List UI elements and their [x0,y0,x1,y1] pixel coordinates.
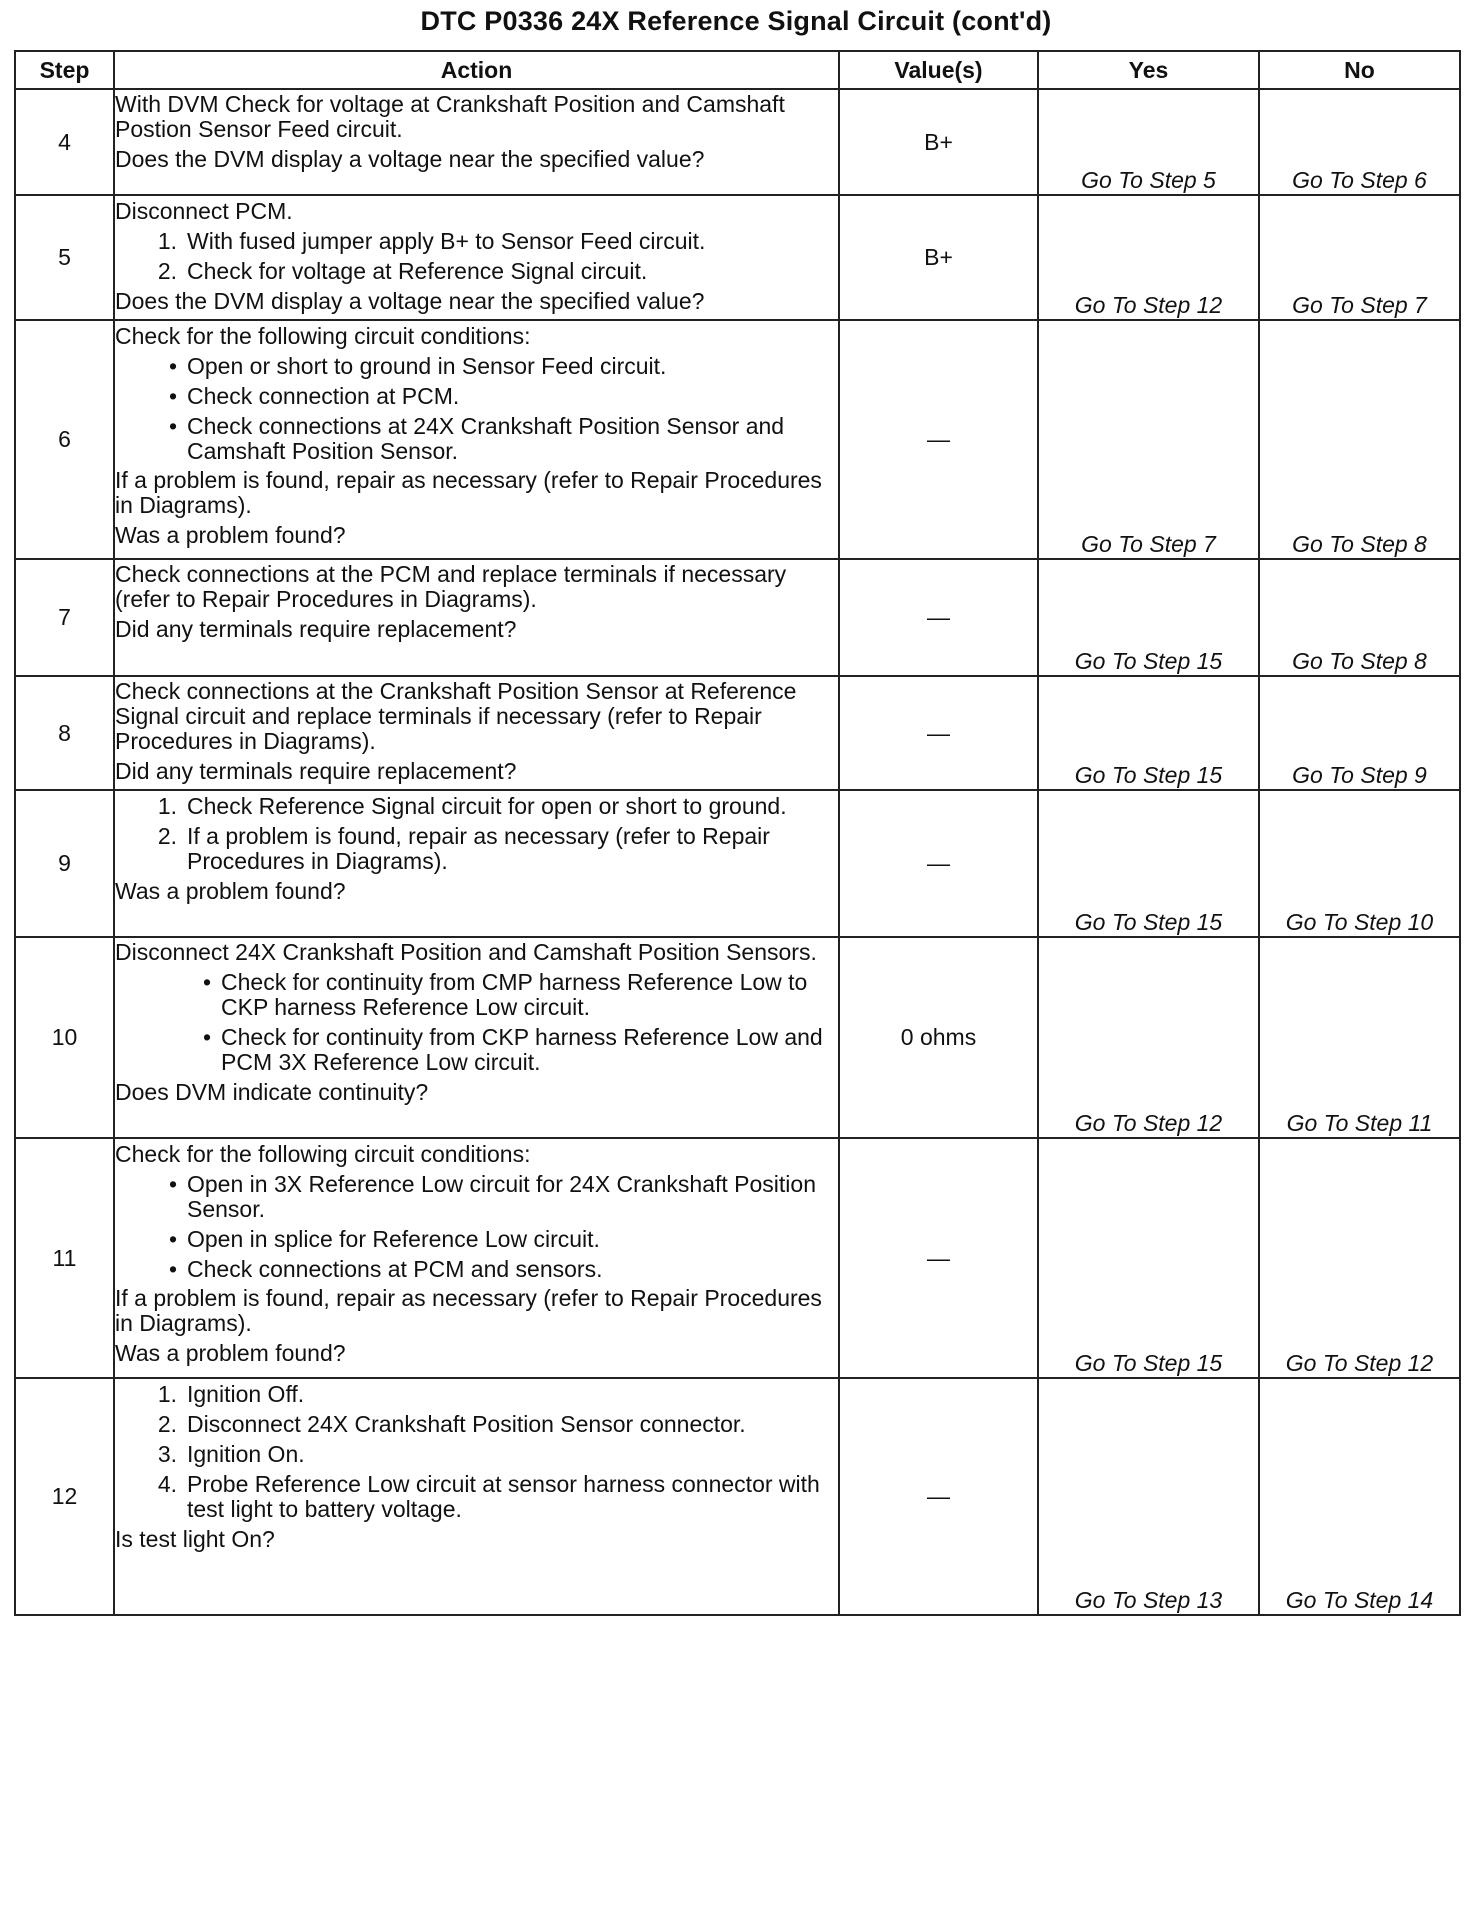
yes-cell: Go To Step 12 [1038,937,1259,1138]
bullet-item [115,1022,838,1077]
action-text: Check for the following circuit conditions: [115,1141,531,1167]
item-text: Probe Reference Low circuit at sensor harness connector with test light to battery voltage. [187,1471,820,1522]
bullet-icon: • [168,413,177,439]
action-text: Disconnect 24X Crankshaft Position and Camshaft Position Sensors. [115,939,817,965]
table-row [15,790,1460,937]
step-marker: 1. [157,793,177,819]
bullet-item [115,1254,838,1284]
no-cell: Go To Step 10 [1259,790,1460,937]
step-number: 12 [15,1378,114,1615]
action-text: If a problem is found, repair as necessary (refer to Repair Procedures in Diagrams). [115,467,822,518]
action-question: Is test light On? [115,1526,275,1552]
action-question: Was a problem found? [115,878,346,904]
action-cell [114,559,839,676]
numbered-step [115,226,838,256]
action-cell [114,790,839,937]
yes-cell: Go To Step 15 [1038,559,1259,676]
step-marker: 4. [157,1471,177,1497]
table-row [15,89,1460,195]
item-text: Check for continuity from CKP harness Reference Low and PCM 3X Reference Low circuit. [221,1024,823,1075]
action-text: Check connections at the Crankshaft Position Sensor at Reference Signal circuit and replace terminals if necessary (refer to Repair Procedures in Diagrams). [115,678,797,754]
action-cell [114,1378,839,1615]
item-text: Check connection at PCM. [187,383,460,409]
action-question: Did any terminals require replacement? [115,616,517,642]
value-cell: — [839,1138,1038,1378]
table-row [15,937,1460,1138]
no-cell: Go To Step 11 [1259,937,1460,1138]
action-text: Disconnect PCM. [115,198,293,224]
numbered-step [115,1439,838,1469]
no-cell: Go To Step 6 [1259,89,1460,195]
diagnostic-table [14,50,1461,1616]
value-cell: — [839,559,1038,676]
yes-cell: Go To Step 15 [1038,790,1259,937]
no-cell: Go To Step 9 [1259,676,1460,790]
action-question: Was a problem found? [115,1340,346,1366]
header-row [15,51,1460,89]
header-step: Step [15,51,114,89]
bullet-icon: • [168,1226,177,1252]
header-values: Value(s) [839,51,1038,89]
numbered-step [115,1409,838,1439]
page-title: DTC P0336 24X Reference Signal Circuit (cont'd) [420,6,1052,36]
bullet-item [115,967,838,1022]
bullet-icon: • [168,353,177,379]
value-cell: B+ [839,195,1038,320]
step-number: 11 [15,1138,114,1378]
action-question: Did any terminals require replacement? [115,758,517,784]
step-marker: 2. [157,823,177,849]
yes-cell: Go To Step 7 [1038,320,1259,559]
step-number: 4 [15,89,114,195]
item-text: Disconnect 24X Crankshaft Position Sensor connector. [187,1411,746,1437]
step-marker: 3. [157,1441,177,1467]
yes-cell: Go To Step 5 [1038,89,1259,195]
step-marker: 1. [157,228,177,254]
action-cell [114,676,839,790]
item-text: Open in splice for Reference Low circuit. [187,1226,600,1252]
header-no: No [1259,51,1460,89]
yes-cell: Go To Step 15 [1038,676,1259,790]
table-row [15,1138,1460,1378]
step-number: 10 [15,937,114,1138]
table-row [15,676,1460,790]
table-row [15,195,1460,320]
item-text: Open or short to ground in Sensor Feed circuit. [187,353,667,379]
step-number: 5 [15,195,114,320]
numbered-step [115,1469,838,1524]
step-number: 8 [15,676,114,790]
action-question: Does the DVM display a voltage near the specified value? [115,288,705,314]
bullet-item [115,1224,838,1254]
bullet-icon: • [202,1024,211,1050]
step-number: 9 [15,790,114,937]
yes-cell: Go To Step 15 [1038,1138,1259,1378]
header-action: Action [114,51,839,89]
no-cell: Go To Step 14 [1259,1378,1460,1615]
no-cell: Go To Step 8 [1259,320,1460,559]
yes-cell: Go To Step 12 [1038,195,1259,320]
table-row [15,559,1460,676]
action-text: If a problem is found, repair as necessary (refer to Repair Procedures in Diagrams). [115,1285,822,1336]
bullet-icon: • [168,1171,177,1197]
value-cell: 0 ohms [839,937,1038,1138]
numbered-step [115,1379,838,1409]
action-text: With DVM Check for voltage at Crankshaft Position and Camshaft Postion Sensor Feed circuit. [115,91,785,142]
bullet-icon: • [202,969,211,995]
bullet-item [115,351,838,381]
value-cell: — [839,790,1038,937]
item-text: Ignition On. [187,1441,305,1467]
step-marker: 2. [157,258,177,284]
item-text: Check for continuity from CMP harness Reference Low to CKP harness Reference Low circuit. [221,969,808,1020]
yes-cell: Go To Step 13 [1038,1378,1259,1615]
bullet-icon: • [168,1256,177,1282]
step-number: 6 [15,320,114,559]
table-row [15,320,1460,559]
action-text: Check for the following circuit conditions: [115,323,531,349]
item-text: If a problem is found, repair as necessary (refer to Repair Procedures in Diagrams). [187,823,770,874]
item-text: Open in 3X Reference Low circuit for 24X Crankshaft Position Sensor. [187,1171,816,1222]
item-text: Check connections at 24X Crankshaft Position Sensor and Camshaft Position Sensor. [187,413,785,464]
item-text: Check Reference Signal circuit for open or short to ground. [187,793,787,819]
no-cell: Go To Step 12 [1259,1138,1460,1378]
value-cell: — [839,676,1038,790]
bullet-icon: • [168,383,177,409]
numbered-step [115,791,838,821]
value-cell: — [839,1378,1038,1615]
table-row [15,1378,1460,1615]
header-yes: Yes [1038,51,1259,89]
value-cell: B+ [839,89,1038,195]
step-marker: 1. [157,1381,177,1407]
item-text: Check for voltage at Reference Signal circuit. [187,258,648,284]
numbered-step [115,256,838,286]
action-question: Does DVM indicate continuity? [115,1079,429,1105]
action-cell [114,1138,839,1378]
bullet-item [115,381,838,411]
action-cell [114,89,839,195]
item-text: Check connections at PCM and sensors. [187,1256,603,1282]
action-cell [114,320,839,559]
value-cell: — [839,320,1038,559]
item-text: With fused jumper apply B+ to Sensor Feed circuit. [187,228,706,254]
no-cell: Go To Step 7 [1259,195,1460,320]
action-cell [114,195,839,320]
bullet-item [115,1169,838,1224]
numbered-step [115,821,838,876]
item-text: Ignition Off. [187,1381,305,1407]
step-marker: 2. [157,1411,177,1437]
action-text: Check connections at the PCM and replace terminals if necessary (refer to Repair Procedures in Diagrams). [115,561,787,612]
action-cell [114,937,839,1138]
step-number: 7 [15,559,114,676]
no-cell: Go To Step 8 [1259,559,1460,676]
action-question: Was a problem found? [115,522,346,548]
bullet-item [115,411,838,466]
action-question: Does the DVM display a voltage near the specified value? [115,146,705,172]
